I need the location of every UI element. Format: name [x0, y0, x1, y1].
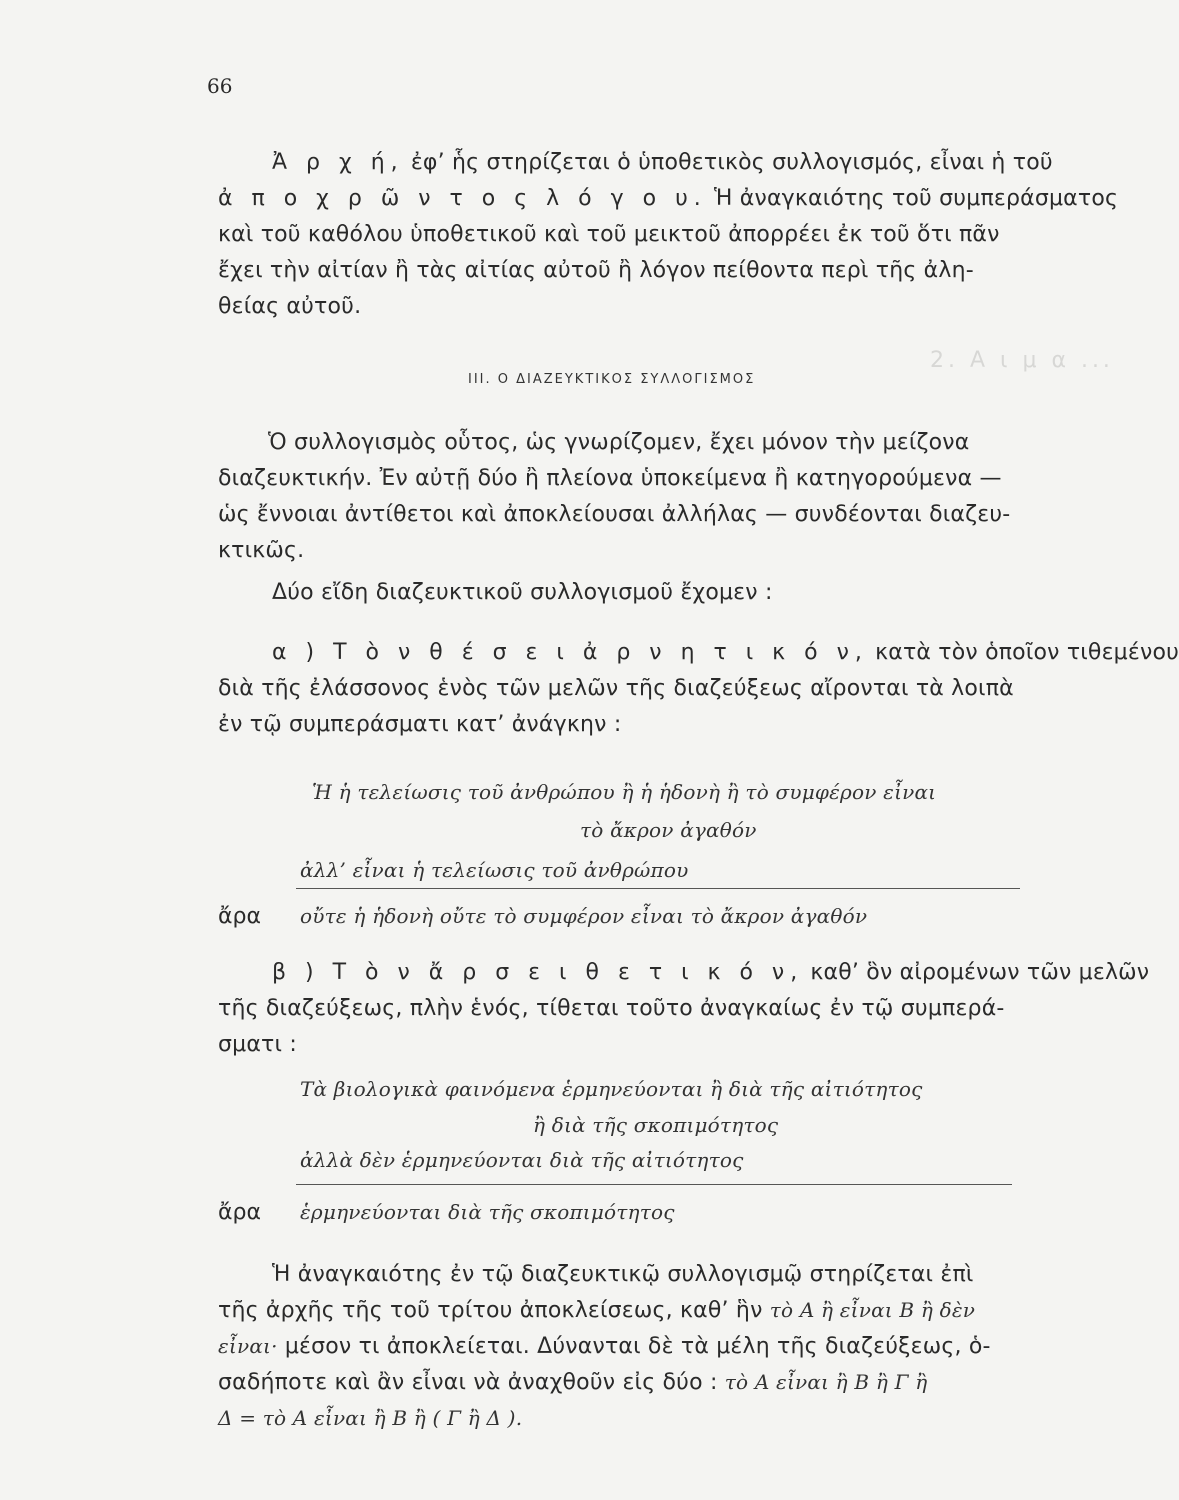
ara-label: ἄρα: [218, 904, 261, 929]
para1-line: θείας αὐτοῦ.: [218, 294, 362, 319]
section-a-line: διὰ τῆς ἐλάσσονος ἑνὸς τῶν μελῶν τῆς διαζεύξεως αἴρονται τὰ λοιπὰ: [218, 676, 1014, 701]
syllogism-b-premise: ἢ διὰ τῆς σκοπιμότητος: [533, 1113, 779, 1137]
para4-line: Δ = τὸ Α εἶναι ἢ Β ἢ ( Γ ἢ Δ ).: [218, 1406, 523, 1430]
syllogism-a-conclusion: οὔτε ἡ ἡδονὴ οὔτε τὸ συμφέρον εἶναι τὸ ἄκρον ἀγαθόν: [300, 904, 868, 928]
para1-line: καὶ τοῦ καθόλου ὑποθετικοῦ καὶ τοῦ μεικτοῦ ἀπορρέει ἐκ τοῦ ὅτι πᾶν: [218, 222, 1000, 247]
para1-line: ἔχει τὴν αἰτίαν ἢ τὰς αἰτίας αὐτοῦ ἢ λόγον πείθοντα περὶ τῆς ἀλη-: [218, 258, 974, 283]
syllogism-a-rule: [296, 888, 1020, 889]
syllogism-a-premise: ἀλλ’ εἶναι ἡ τελείωσις τοῦ ἀνθρώπου: [300, 858, 689, 882]
syllogism-b-conclusion: ἑρμηνεύονται διὰ τῆς σκοπιμότητος: [300, 1200, 675, 1224]
section-b-line: τῆς διαζεύξεως, πλὴν ἑνός, τίθεται τοῦτο ἀναγκαίως ἐν τῷ συμπερά-: [218, 996, 1005, 1021]
syllogism-a-premise: τὸ ἄκρον ἀγαθόν: [580, 818, 757, 842]
para4-line: Ἡ ἀναγκαιότης ἐν τῷ διαζευκτικῷ συλλογισμῷ στηρίζεται ἐπὶ: [272, 1262, 974, 1287]
syllogism-b-rule: [296, 1184, 1012, 1185]
para2-line: κτικῶς.: [218, 538, 305, 563]
ara-label: ἄρα: [218, 1200, 261, 1225]
para2-line: ὡς ἔννοιαι ἀντίθετοι καὶ ἀποκλείουσαι ἀλλήλας — συνδέονται διαζευ-: [218, 502, 1011, 527]
bleed-through: 2. Α ι μ α ...: [930, 348, 1114, 373]
section-b-line: σματι :: [218, 1032, 297, 1057]
section-b-title: β ) Τ ὸ ν ἄ ρ σ ε ι θ ε τ ι κ ό ν, καθ’ ὃν αἰρομένων τῶν μελῶν: [272, 960, 1150, 985]
syllogism-b-premise: ἀλλὰ δὲν ἑρμηνεύονται διὰ τῆς αἰτιότητος: [300, 1148, 744, 1172]
para1-line: ἀ π ο χ ρ ῶ ν τ ο ς λ ό γ ο υ. Ἡ ἀναγκαιότης τοῦ συμπεράσματος: [218, 186, 1119, 211]
para4-line: εἶναι· μέσον τι ἀποκλείεται. Δύνανται δὲ τὰ μέλη τῆς διαζεύξεως, ὁ-: [218, 1334, 991, 1359]
section-a-line: ἐν τῷ συμπεράσματι κατ’ ἀνάγκην :: [218, 712, 622, 737]
para2-line: Ὁ συλλογισμὸς οὗτος, ὡς γνωρίζομεν, ἔχει μόνον τὴν μείζονα: [268, 430, 970, 455]
syllogism-b-premise: Τὰ βιολογικὰ φαινόμενα ἑρμηνεύονται ἢ διὰ τῆς αἰτιότητος: [300, 1077, 923, 1101]
section-a-title: α ) Τ ὸ ν θ έ σ ε ι ἀ ρ ν η τ ι κ ό ν, κατὰ τὸν ὁποῖον τιθεμένου: [272, 640, 1179, 665]
section-heading: ΙΙΙ. Ο ΔΙΑΖΕΥΚΤΙΚΟΣ ΣΥΛΛΟΓΙΣΜΟΣ: [468, 372, 756, 387]
para3-line: Δύο εἴδη διαζευκτικοῦ συλλογισμοῦ ἔχομεν :: [272, 580, 773, 605]
para1-line: Ἀ ρ χ ή, ἐφ’ ἧς στηρίζεται ὁ ὑποθετικὸς συλλογισμός, εἶναι ἡ τοῦ: [272, 150, 1053, 175]
para4-line: σαδήποτε καὶ ἂν εἶναι νὰ ἀναχθοῦν εἰς δύο : τὸ Α εἶναι ἢ Β ἢ Γ ἢ: [218, 1370, 928, 1395]
page-number: 66: [207, 74, 233, 98]
syllogism-a-premise: Ἡ ἡ τελείωσις τοῦ ἀνθρώπου ἢ ἡ ἡδονὴ ἢ τὸ συμφέρον εἶναι: [312, 780, 937, 804]
para2-line: διαζευκτικήν. Ἐν αὐτῇ δύο ἢ πλείονα ὑποκείμενα ἢ κατηγορούμενα —: [218, 466, 1002, 491]
para4-line: τῆς ἀρχῆς τῆς τοῦ τρίτου ἀποκλείσεως, καθ’ ἣν τὸ Α ἢ εἶναι Β ἢ δὲν: [218, 1298, 976, 1323]
